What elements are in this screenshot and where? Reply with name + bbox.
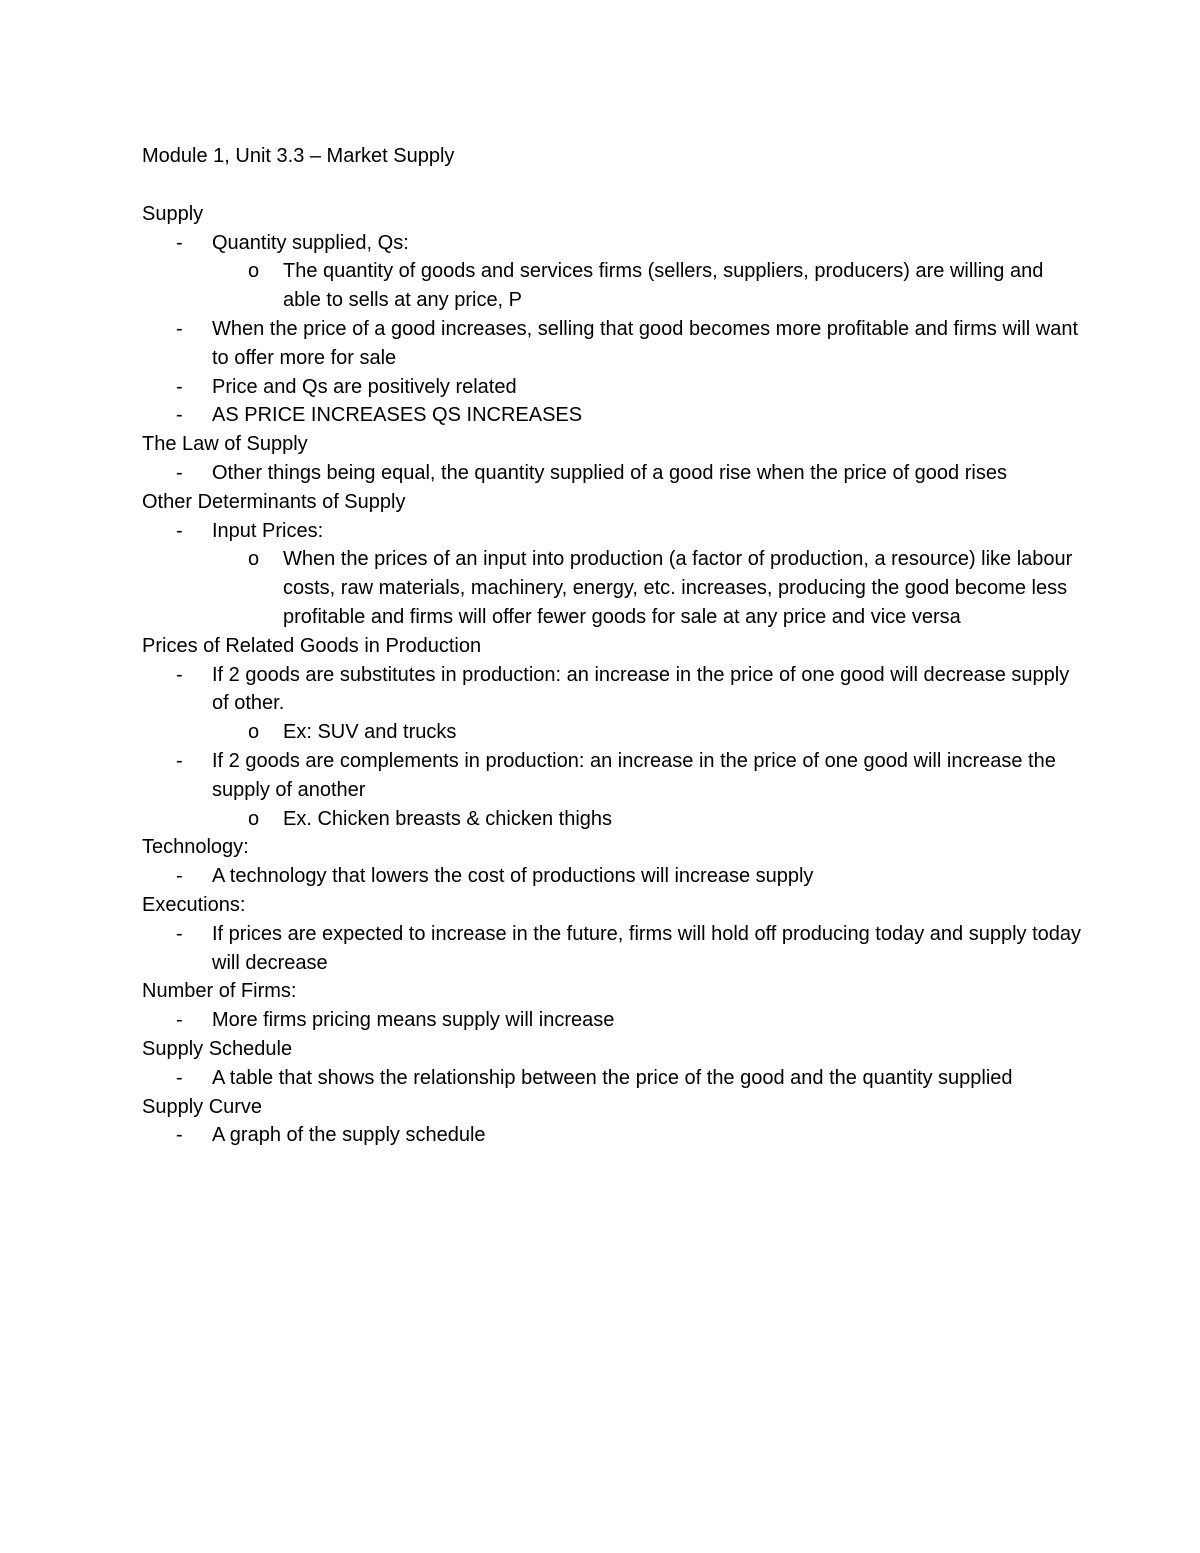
- list-item: [142, 1121, 1082, 1150]
- section-technology: [142, 833, 1082, 891]
- circle-bullet: o: [248, 721, 260, 744]
- dash-bullet: -: [176, 519, 183, 542]
- list-item: [142, 920, 1082, 978]
- list-item-text: If 2 goods are complements in production: an increase in the price of one good will increase the supply of another: [212, 749, 1056, 801]
- section-heading: The Law of Supply: [142, 433, 308, 456]
- list-item-text: Ex. Chicken breasts & chicken thighs: [283, 807, 613, 830]
- list-item: [142, 229, 1082, 258]
- list-item-text: More firms pricing means supply will increase: [212, 1009, 615, 1032]
- circle-bullet: o: [248, 807, 260, 830]
- section-heading: Number of Firms:: [142, 980, 297, 1003]
- list-item: [142, 747, 1082, 805]
- section-supply-schedule: [142, 1035, 1082, 1093]
- list-item: [142, 661, 1082, 719]
- list-item-text: Quantity supplied, Qs:: [212, 231, 409, 254]
- list-item-text: A technology that lowers the cost of productions will increase supply: [212, 865, 814, 888]
- dash-bullet: -: [176, 922, 183, 945]
- sub-list-item: [142, 805, 1082, 834]
- circle-bullet: o: [248, 260, 260, 283]
- list-item-text: When the price of a good increases, selling that good becomes more profitable and firms will want to offer more for sale: [212, 317, 1079, 369]
- section-heading: Supply: [142, 202, 204, 225]
- dash-bullet: -: [176, 865, 183, 888]
- sub-list-item: [142, 545, 1082, 631]
- dash-bullet: -: [176, 663, 183, 686]
- section-heading: Executions:: [142, 893, 246, 916]
- section-other-determinants: [142, 488, 1082, 632]
- list-item-text: If prices are expected to increase in the future, firms will hold off producing today and supply today will decrease: [212, 922, 1082, 974]
- list-item: [142, 373, 1082, 402]
- list-item: [142, 459, 1082, 488]
- list-item-text: Input Prices:: [212, 519, 324, 542]
- document-body: [142, 142, 1082, 1150]
- dash-bullet: -: [176, 1124, 183, 1147]
- list-item-text: If 2 goods are substitutes in production: an increase in the price of one good will decrease supply of other.: [212, 663, 1070, 715]
- list-item-text: Ex: SUV and trucks: [283, 721, 457, 744]
- dash-bullet: -: [176, 231, 183, 254]
- section-supply: [142, 200, 1082, 430]
- section-heading: Other Determinants of Supply: [142, 490, 406, 513]
- sub-list-item: [142, 257, 1082, 315]
- section-heading: Supply Schedule: [142, 1037, 293, 1060]
- dash-bullet: -: [176, 375, 183, 398]
- dash-bullet: -: [176, 317, 183, 340]
- list-item-text: When the prices of an input into production (a factor of production, a resource) like labour costs, raw materials, machinery, energy, etc. increases, producing the good become less profitable and firms will offer fewer goods for sale at any price and vice versa: [283, 548, 1073, 628]
- list-item-text: A graph of the supply schedule: [212, 1124, 486, 1147]
- list-item: [142, 315, 1082, 373]
- list-item-text: Price and Qs are positively related: [212, 375, 517, 398]
- list-item: [142, 517, 1082, 546]
- dash-bullet: -: [176, 749, 183, 772]
- section-law-of-supply: [142, 430, 1082, 488]
- section-executions: [142, 891, 1082, 977]
- dash-bullet: -: [176, 1009, 183, 1032]
- sub-list-item: [142, 718, 1082, 747]
- dash-bullet: -: [176, 461, 183, 484]
- dash-bullet: -: [176, 404, 183, 427]
- document-title: Module 1, Unit 3.3 – Market Supply: [142, 145, 455, 167]
- section-supply-curve: [142, 1093, 1082, 1151]
- list-item: [142, 1006, 1082, 1035]
- list-item-text: The quantity of goods and services firms (sellers, suppliers, producers) are willing and able to sells at any price, P: [283, 260, 1044, 312]
- list-item-text: AS PRICE INCREASES QS INCREASES: [212, 404, 583, 427]
- circle-bullet: o: [248, 548, 260, 571]
- list-item: [142, 401, 1082, 430]
- list-item: [142, 862, 1082, 891]
- list-item-text: A table that shows the relationship between the price of the good and the quantity supplied: [212, 1066, 1013, 1089]
- dash-bullet: -: [176, 1066, 183, 1089]
- section-heading: Prices of Related Goods in Production: [142, 634, 482, 657]
- section-heading: Supply Curve: [142, 1095, 263, 1118]
- list-item: [142, 1064, 1082, 1093]
- section-number-of-firms: [142, 977, 1082, 1035]
- section-related-goods: [142, 632, 1082, 834]
- list-item-text: Other things being equal, the quantity supplied of a good rise when the price of good rises: [212, 461, 1007, 484]
- section-heading: Technology:: [142, 836, 249, 859]
